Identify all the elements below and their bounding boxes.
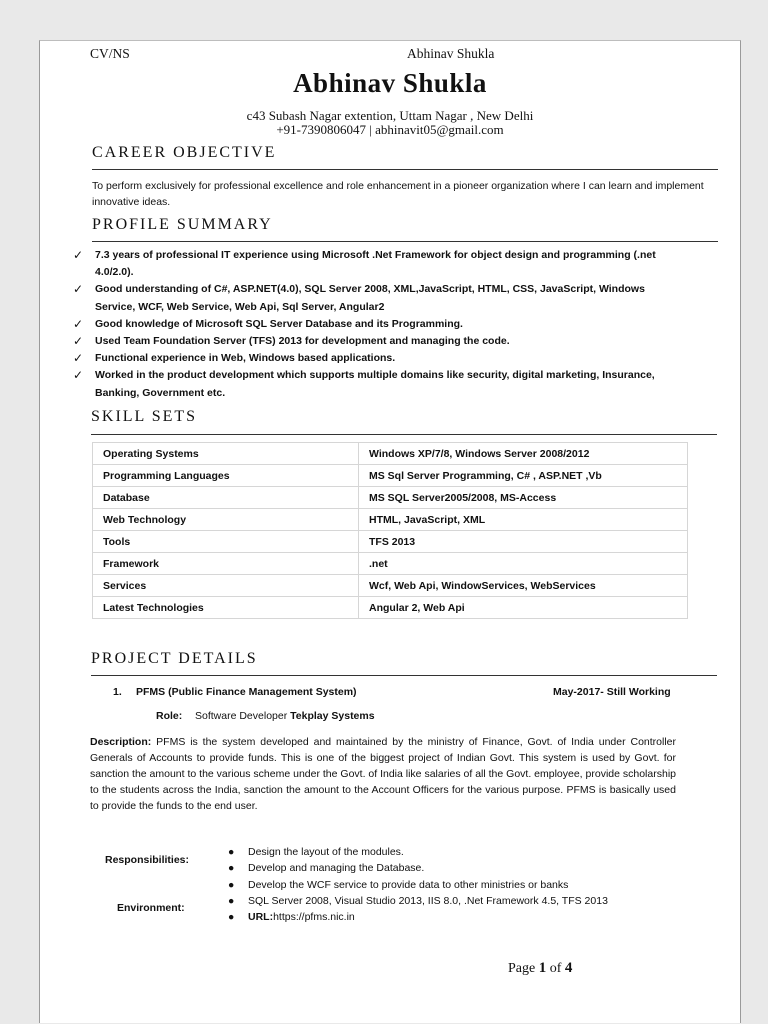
- table-row: [93, 575, 688, 597]
- candidate-address: c43 Subash Nagar extention, Uttam Nagar , New Delhi: [246, 108, 534, 123]
- table-row: [93, 553, 688, 575]
- skill-value: Angular 2, Web Api: [359, 597, 688, 619]
- project-url[interactable]: https://pfms.nic.in: [273, 911, 355, 924]
- skill-sets-heading: SKILL SETS: [91, 408, 198, 425]
- list-item: ✓ Good understanding of C#, ASP.NET(4.0), SQL Server 2008, XML,JavaScript, HTML, CSS, JavaScript, Windows Service, WCF, Web Service, Web Api, Sql Server, Angular2: [73, 282, 645, 313]
- skill-value: TFS 2013: [359, 531, 688, 553]
- candidate-name: Abhinav Shukla: [293, 68, 487, 98]
- table-row: [93, 531, 688, 553]
- checkmark-icon: ✓: [73, 248, 84, 262]
- bullet-icon: ●: [228, 846, 235, 858]
- section-divider: [91, 675, 717, 676]
- list-item: ✓ Worked in the product development which supports multiple domains like security, digital marketing, Insurance, Banking, Government etc.: [73, 368, 655, 399]
- profile-summary-list: [73, 247, 673, 402]
- table-row: [93, 597, 688, 619]
- bullet-icon: ●: [228, 878, 235, 891]
- list-item: ✓ Used Team Foundation Server (TFS) 2013 for development and managing the code.: [73, 333, 673, 350]
- page-number: Page 1 of 4: [508, 960, 573, 976]
- list-item: ● Design the layout of the modules.: [228, 844, 608, 860]
- section-divider: [92, 169, 718, 170]
- skill-value: .net: [359, 553, 688, 575]
- list-item: [228, 909, 608, 925]
- bullet-icon: ●: [228, 894, 235, 907]
- career-objective-heading: CAREER OBJECTIVE: [92, 144, 277, 161]
- skill-category: Database: [93, 487, 359, 509]
- project-name: PFMS (Public Finance Management System): [136, 686, 357, 698]
- skill-value: Windows XP/7/8, Windows Server 2008/2012: [359, 443, 688, 465]
- checkmark-icon: ✓: [73, 316, 84, 331]
- header-right: Abhinav Shukla: [407, 46, 495, 61]
- section-divider: [91, 434, 717, 435]
- responsibilities-list: [228, 844, 608, 925]
- checkmark-icon: ✓: [73, 368, 84, 383]
- skill-category: Latest Technologies: [93, 597, 359, 619]
- profile-summary-heading: PROFILE SUMMARY: [92, 216, 273, 233]
- role-value: Software Developer Tekplay Systems: [195, 710, 375, 722]
- list-item: ● Develop and managing the Database.: [228, 860, 608, 876]
- table-row: [93, 509, 688, 531]
- skill-value: MS Sql Server Programming, C# , ASP.NET ,Vb: [359, 465, 688, 487]
- skill-value: MS SQL Server2005/2008, MS-Access: [359, 487, 688, 509]
- company-name: Tekplay Systems: [290, 710, 375, 722]
- checkmark-icon: ✓: [73, 351, 84, 366]
- table-row: [93, 443, 688, 465]
- project-period: May-2017- Still Working: [553, 686, 671, 698]
- table-row: [93, 465, 688, 487]
- url-label: URL:: [248, 911, 274, 924]
- skill-category: Web Technology: [93, 509, 359, 531]
- skills-table: [92, 442, 688, 619]
- list-item: ● SQL Server 2008, Visual Studio 2013, IIS 8.0, .Net Framework 4.5, TFS 2013: [228, 893, 608, 909]
- list-item: ✓ Functional experience in Web, Windows based applications.: [73, 350, 673, 367]
- skill-category: Tools: [93, 531, 359, 553]
- project-details-heading: PROJECT DETAILS: [91, 650, 258, 667]
- project-number: 1.: [113, 686, 122, 698]
- responsibilities-label: Responsibilities:: [105, 854, 190, 866]
- candidate-contact: +91-7390806047 | abhinavit05@gmail.com: [276, 122, 504, 137]
- header-left: CV/NS: [90, 46, 130, 61]
- project-description: Description: PFMS is the system developed and maintained by the ministry of Finance, Govt. of India under Controller Generals of Accounts to provide funds. This is one of the biggest project of Indian Govt. This system is used by Govt. for sanction the amount to the various scheme under the Govt. of India like salaries of all the Govt. employee, provide scholarship to the students across the India, sanction the amount to the Account Officers for the various purpose. PFMS is basically used to provide the funds to the end user.: [90, 736, 677, 812]
- table-row: [93, 487, 688, 509]
- environment-label: Environment:: [117, 902, 185, 914]
- skill-value: Wcf, Web Api, WindowServices, WebServices: [359, 575, 688, 597]
- skill-category: Services: [93, 575, 359, 597]
- career-objective-text: To perform exclusively for professional excellence and role enhancement in a pioneer organization where I can learn and implement innovative ideas.: [92, 180, 704, 208]
- bullet-icon: ●: [228, 911, 235, 924]
- section-divider: [92, 241, 718, 242]
- description-label: Description:: [90, 736, 152, 748]
- checkmark-icon: ✓: [73, 334, 84, 349]
- list-item: ✓ Good knowledge of Microsoft SQL Server Database and its Programming.: [73, 316, 673, 333]
- skill-value: HTML, JavaScript, XML: [359, 509, 688, 531]
- list-item: ● Develop the WCF service to provide data to other ministries or banks: [228, 877, 608, 893]
- skill-category: Programming Languages: [93, 465, 359, 487]
- bullet-icon: ●: [228, 862, 235, 875]
- skill-category: Operating Systems: [93, 443, 359, 465]
- checkmark-icon: ✓: [73, 282, 84, 297]
- skill-category: Framework: [93, 553, 359, 575]
- role-label: Role:: [156, 710, 183, 722]
- list-item: ✓ 7.3 years of professional IT experience using Microsoft .Net Framework for object design and programming (.net 4.0/2.0).: [73, 248, 656, 279]
